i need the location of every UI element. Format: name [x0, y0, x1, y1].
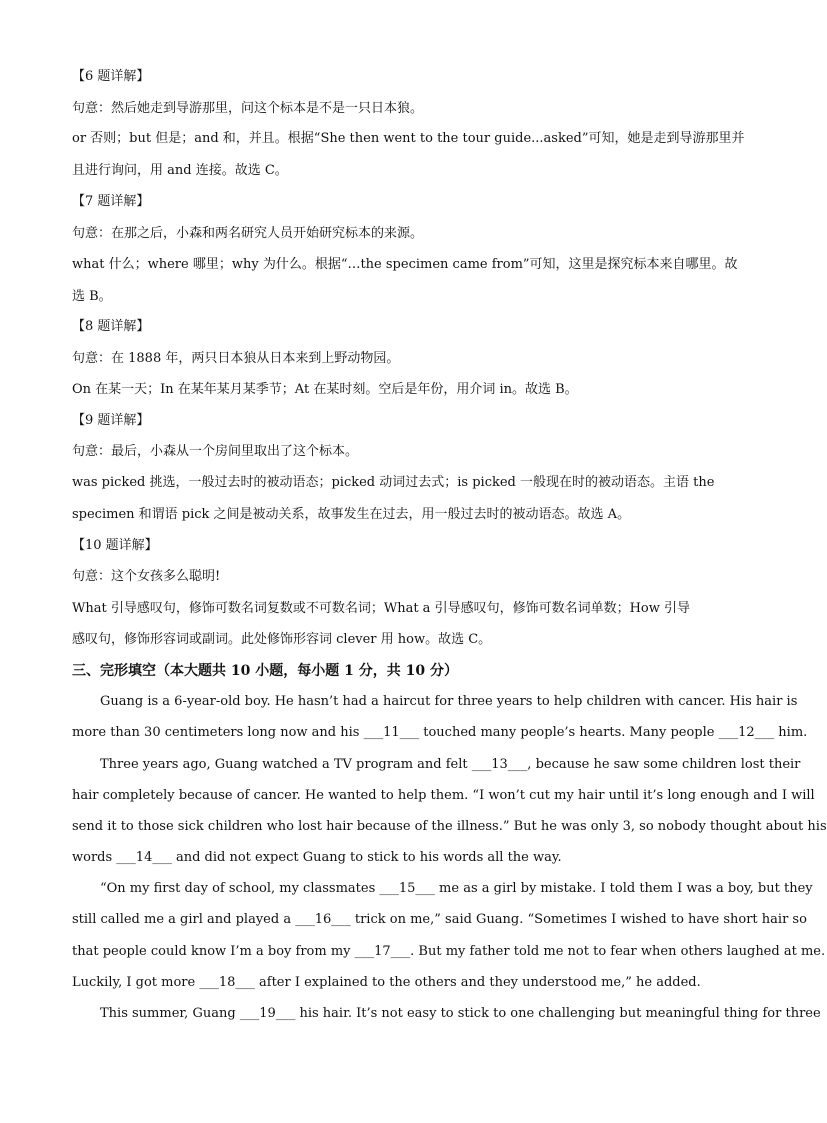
text-line: words ___14___ and did not expect Guang to stick to his words all the way. — [72, 850, 562, 865]
question-heading: 【6 题详解】 — [72, 69, 150, 84]
text-line: more than 30 centimeters long now and his ___11___ touched many people’s hearts. Many people ___12___ him. — [72, 725, 808, 740]
text-line: This summer, Guang ___19___ his hair. It’s not easy to stick to one challenging but meaningful thing for three — [100, 1006, 821, 1021]
text-line: hair completely because of cancer. He wanted to help them. “I won’t cut my hair until it’s long enough and I will — [72, 788, 815, 803]
text-line: Luckily, I got more ___18___ after I explained to the others and they understood me,” he added. — [72, 975, 701, 990]
text-line: Guang is a 6-year-old boy. He hasn’t had a haircut for three years to help children with cancer. His hair is — [100, 694, 798, 709]
text-line: 句意：然后她走到导游那里，问这个标本是不是一只日本狼。 — [72, 101, 424, 116]
text-line: send it to those sick children who lost hair because of the illness.” But he was only 3, so nobody thought about his — [72, 819, 827, 834]
question-heading: 【7 题详解】 — [72, 194, 150, 209]
text-line: 感叹句，修饰形容词或副词。此处修饰形容词 clever 用 how。故选 C。 — [72, 632, 492, 647]
text-line: still called me a girl and played a ___16___ trick on me,” said Guang. “Sometimes I wished to have short hair so — [72, 912, 807, 927]
text-line: 且进行询问，用 and 连接。故选 C。 — [72, 163, 288, 178]
text-line: What 引导感叹句，修饰可数名词复数或不可数名词；What a 引导感叹句，修饰可数名词单数；How 引导 — [72, 601, 690, 616]
question-heading: 【10 题详解】 — [72, 538, 158, 553]
text-line: that people could know I’m a boy from my ___17___. But my father told me not to fear when others laughed at me. — [72, 944, 826, 959]
text-line: 句意：最后，小森从一个房间里取出了这个标本。 — [72, 444, 359, 459]
question-heading: 【9 题详解】 — [72, 413, 150, 428]
text-line: 句意：这个女孩多么聪明! — [72, 569, 221, 584]
section-title: 三、完形填空（本大题共 10 小题，每小题 1 分，共 10 分） — [72, 663, 458, 679]
text-line: 句意：在 1888 年，两只日本狼从日本来到上野动物园。 — [72, 351, 400, 366]
text-line: 句意：在那之后，小森和两名研究人员开始研究标本的来源。 — [72, 226, 424, 241]
text-line: or 否则；but 但是；and 和，并且。根据“She then went to the tour guide...asked”可知，她是走到导游那里并 — [72, 131, 745, 146]
text-line: was picked 挑选，一般过去时的被动语态；picked 动词过去式；is picked 一般现在时的被动语态。主语 the — [72, 475, 715, 490]
text-line: Three years ago, Guang watched a TV program and felt ___13___, because he saw some children lost their — [100, 757, 801, 772]
text-line: specimen 和谓语 pick 之间是被动关系，故事发生在过去，用一般过去时的被动语态。故选 A。 — [72, 507, 631, 522]
text-line: 选 B。 — [72, 289, 112, 304]
text-line: what 什么；where 哪里；why 为什么。根据“…the specimen came from”可知，这里是探究标本来自哪里。故 — [72, 257, 738, 272]
text-line: On 在某一天；In 在某年某月某季节；At 在某时刻。空后是年份，用介词 in。故选 B。 — [72, 382, 578, 397]
question-heading: 【8 题详解】 — [72, 319, 150, 334]
text-line: “On my first day of school, my classmates ___15___ me as a girl by mistake. I told them I was a boy, but they — [100, 881, 813, 896]
